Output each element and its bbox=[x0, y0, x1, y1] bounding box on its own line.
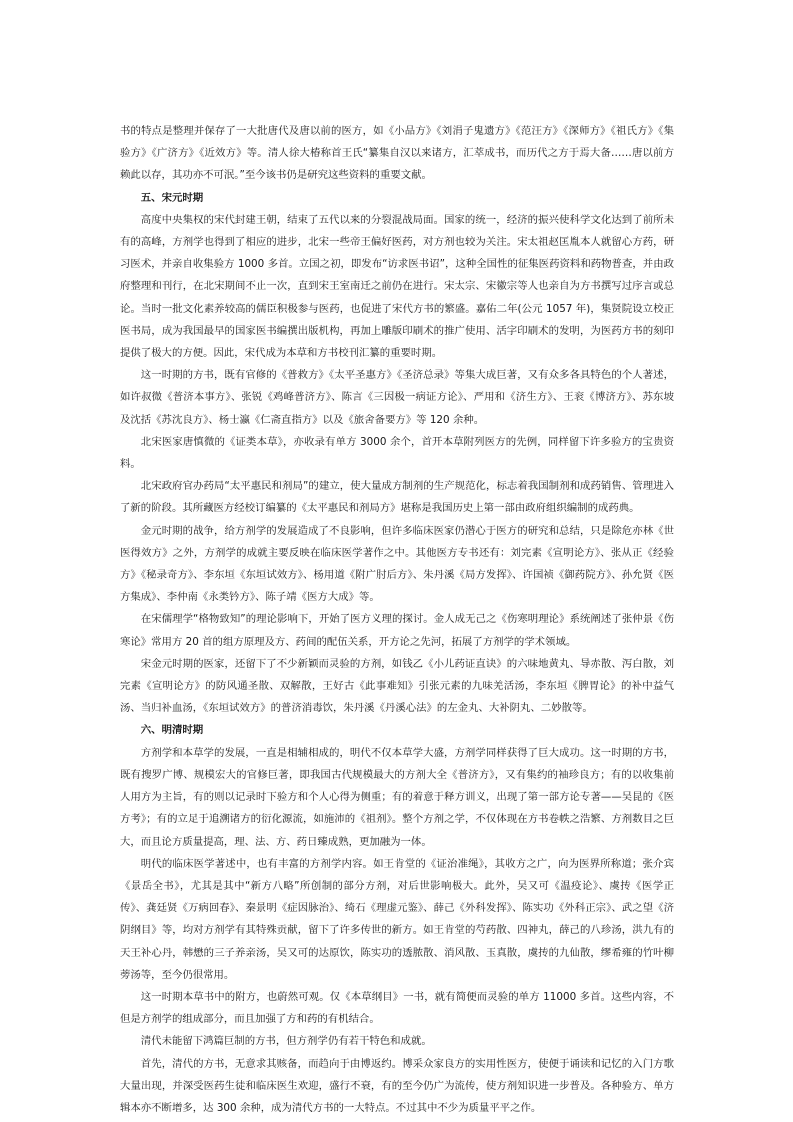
paragraph-song-7: 宋金元时期的医家，还留下了不少新颖而灵验的方剂，如钱乙《小儿药证直诀》的六味地黄丸、导赤散、泻白散，刘完素《宣明论方》的防风通圣散、双解散，王好古《此事难知》引张元素的九味羌活汤，李东垣《脾胃论》的补中益气汤、当归补血汤，《东垣试效方》的普济消毒饮，朱丹溪《丹溪心法》的左金丸、大补阴丸、二妙散等。 bbox=[120, 657, 674, 715]
paragraph-ming-3: 这一时期本草书中的附方，也蔚然可观。仅《本草纲目》一书，就有简便而灵验的单方 11000 多首。这些内容，不但是方剂学的组成部分，而且加强了方和药的有机结合。 bbox=[120, 990, 674, 1026]
paragraph-song-1: 高度中央集权的宋代封建王朝，结束了五代以来的分裂混战局面。国家的统一，经济的振兴使科学文化达到了前所未有的高峰，方剂学也得到了相应的进步，北宋一些帝王偏好医药，对方剂也较为关注。宋太祖赵匡胤本人就留心方药，研习医术，并亲自收集验方 1000 多首。立国之初，即发布“访求医书诏”，这种全国性的征集医药资料和药物普查，并由政府整理和刊行，在北宋期间不止一次，直到宋王室南迁之前仍在进行。宋太宗、宋徽宗等人也亲自为方书撰写过序言或总论。当时一批文化素养较高的儒臣积极参与医药，也促进了宋代方书的繁盛。嘉佑二年(公元 1057 年)，集贤院设立校正医书局，成为我国最早的国家医书编撰出版机构，再加上雕版印刷术的推广使用、活字印刷术的发明，为医药方书的刻印提供了极大的方便。因此，宋代成为本草和方书校刊汇纂的重要时期。 bbox=[120, 213, 674, 360]
paragraph-song-6: 在宋儒理学“格物致知”的理论影响下，开始了医方义理的探讨。金人成无己之《伤寒明理论》系统阐述了张仲景《伤寒论》常用方 20 首的组方原理及方、药间的配伍关系，开方论之先河，拓展了方剂学的学术领域。 bbox=[120, 613, 674, 648]
paragraph-song-3: 北宋医家唐慎微的《证类本草》，亦收录有单方 3000 余个，首开本草附列医方的先例，同样留下许多验方的宝贵资料。 bbox=[120, 435, 674, 471]
section-heading-song-yuan: 五、宋元时期 bbox=[140, 191, 204, 204]
paragraph-song-2: 这一时期的方书，既有官修的《普救方》《太平圣惠方》《圣济总录》等集大成巨著，又有众多各具特色的个人著述，如许叔微《普济本事方》、张锐《鸡峰普济方》、陈言《三因极一病证方论》、严用和《济生方》、王衮《博济方》、苏东坡及沈括《苏沈良方》、杨士瀛《仁斋直指方》以及《旅舍备要方》等 120 余种。 bbox=[120, 369, 674, 426]
paragraph-ming-5: 首先，清代的方书，无意求其赅备，而趋向于由博返约。博采众家良方的实用性医方，使便于诵读和记忆的入门方歌大量出现，并深受医药生徒和临床医生欢迎，盛行不衰，有的至今仍广为流传，使方剂知识进一步普及。各种验方、单方辑本亦不断增多，达 300 余种，成为清代方书的一大特点。不过其中不少为质量平平之作。 bbox=[120, 1057, 674, 1114]
paragraph-ming-4: 清代未能留下鸿篇巨制的方书，但方剂学仍有若干特色和成就。 bbox=[140, 1035, 432, 1048]
paragraph-intro: 书的特点是整理并保存了一大批唐代及唐以前的医方，如《小品方》《刘涓子鬼遗方》《范汪方》《深师方》《祖氏方》《集验方》《广济方》《近效方》等。清人徐大椿称首王氏“纂集自汉以来诸方，汇萃成书，而历代之方于焉大备……唐以前方赖此以存，其功亦不可泯。”至今该书仍是研究这些资料的重要文献。 bbox=[120, 125, 674, 182]
paragraph-ming-1: 方剂学和本草学的发展，一直是相辅相成的，明代不仅本草学大盛，方剂学同样获得了巨大成功。这一时期的方书，既有搜罗广博、规模宏大的官修巨著，即我国古代规模最大的方剂大全《普济方》，又有集约的袖珍良方；有的以收集前人用方为主旨，有的则以记录时下验方和个人心得为侧重；有的着意于释方训义，出现了第一部方论专著——吴昆的《医方考》；有的立足于追溯诸方的衍化源流，如施沛的《祖剂》。整个方剂之学，不仅体现在方书卷帙之浩繁、方剂数目之巨大，而且论方质量提高，理、法、方、药日臻成熟，更加融为一体。 bbox=[120, 746, 674, 848]
paragraph-ming-2: 明代的临床医学著述中，也有丰富的方剂学内容。如王肯堂的《证治准绳》，其收方之广，向为医界所称道；张介宾《景岳全书》，尤其是其中“新方八略”所创制的部分方剂，对后世影响极大。此外，吴又可《温疫论》、虞抟《医学正传》、龚廷贤《万病回春》、秦景明《症因脉治》、绮石《理虚元鉴》、薛己《外科发挥》、陈实功《外科正宗》、武之望《济阴纲目》等，均对方剂学有其特殊贡献，留下了许多传世的新方。如王肯堂的芍药散、四神丸，薛己的八珍汤，洪九有的天王补心丹，韩懋的三子养亲汤，吴又可的达原饮，陈实功的透脓散、消风散、玉真散，虞抟的九仙散，缪希雍的竹叶柳蒡汤等，至今仍很常用。 bbox=[120, 857, 674, 981]
section-heading-ming-qing: 六、明清时期 bbox=[140, 724, 204, 737]
paragraph-song-5: 金元时期的战争，给方剂学的发展造成了不良影响，但许多临床医家仍潜心于医方的研究和总结，只是除危亦林《世医得效方》之外，方剂学的成就主要反映在临床医学著作之中。其他医方专书还有：刘完素《宣明论方》、张从正《经验方》《秘录奇方》、李东垣《东垣试效方》、杨用道《附广肘后方》、朱丹溪《局方发挥》、许国祯《御药院方》、孙允贤《医方集成》、李仲南《永类钤方》、陈子靖《医方大成》等。 bbox=[120, 524, 674, 604]
paragraph-song-4: 北宋政府官办药局“太平惠民和剂局”的建立，使大量成方制剂的生产规范化，标志着我国制剂和成药销售、管理进入了新的阶段。其所藏医方经校订编纂的《太平惠民和剂局方》堪称是我国历史上第一部由政府组织编制的成药典。 bbox=[120, 480, 674, 515]
document-body bbox=[120, 120, 674, 1119]
